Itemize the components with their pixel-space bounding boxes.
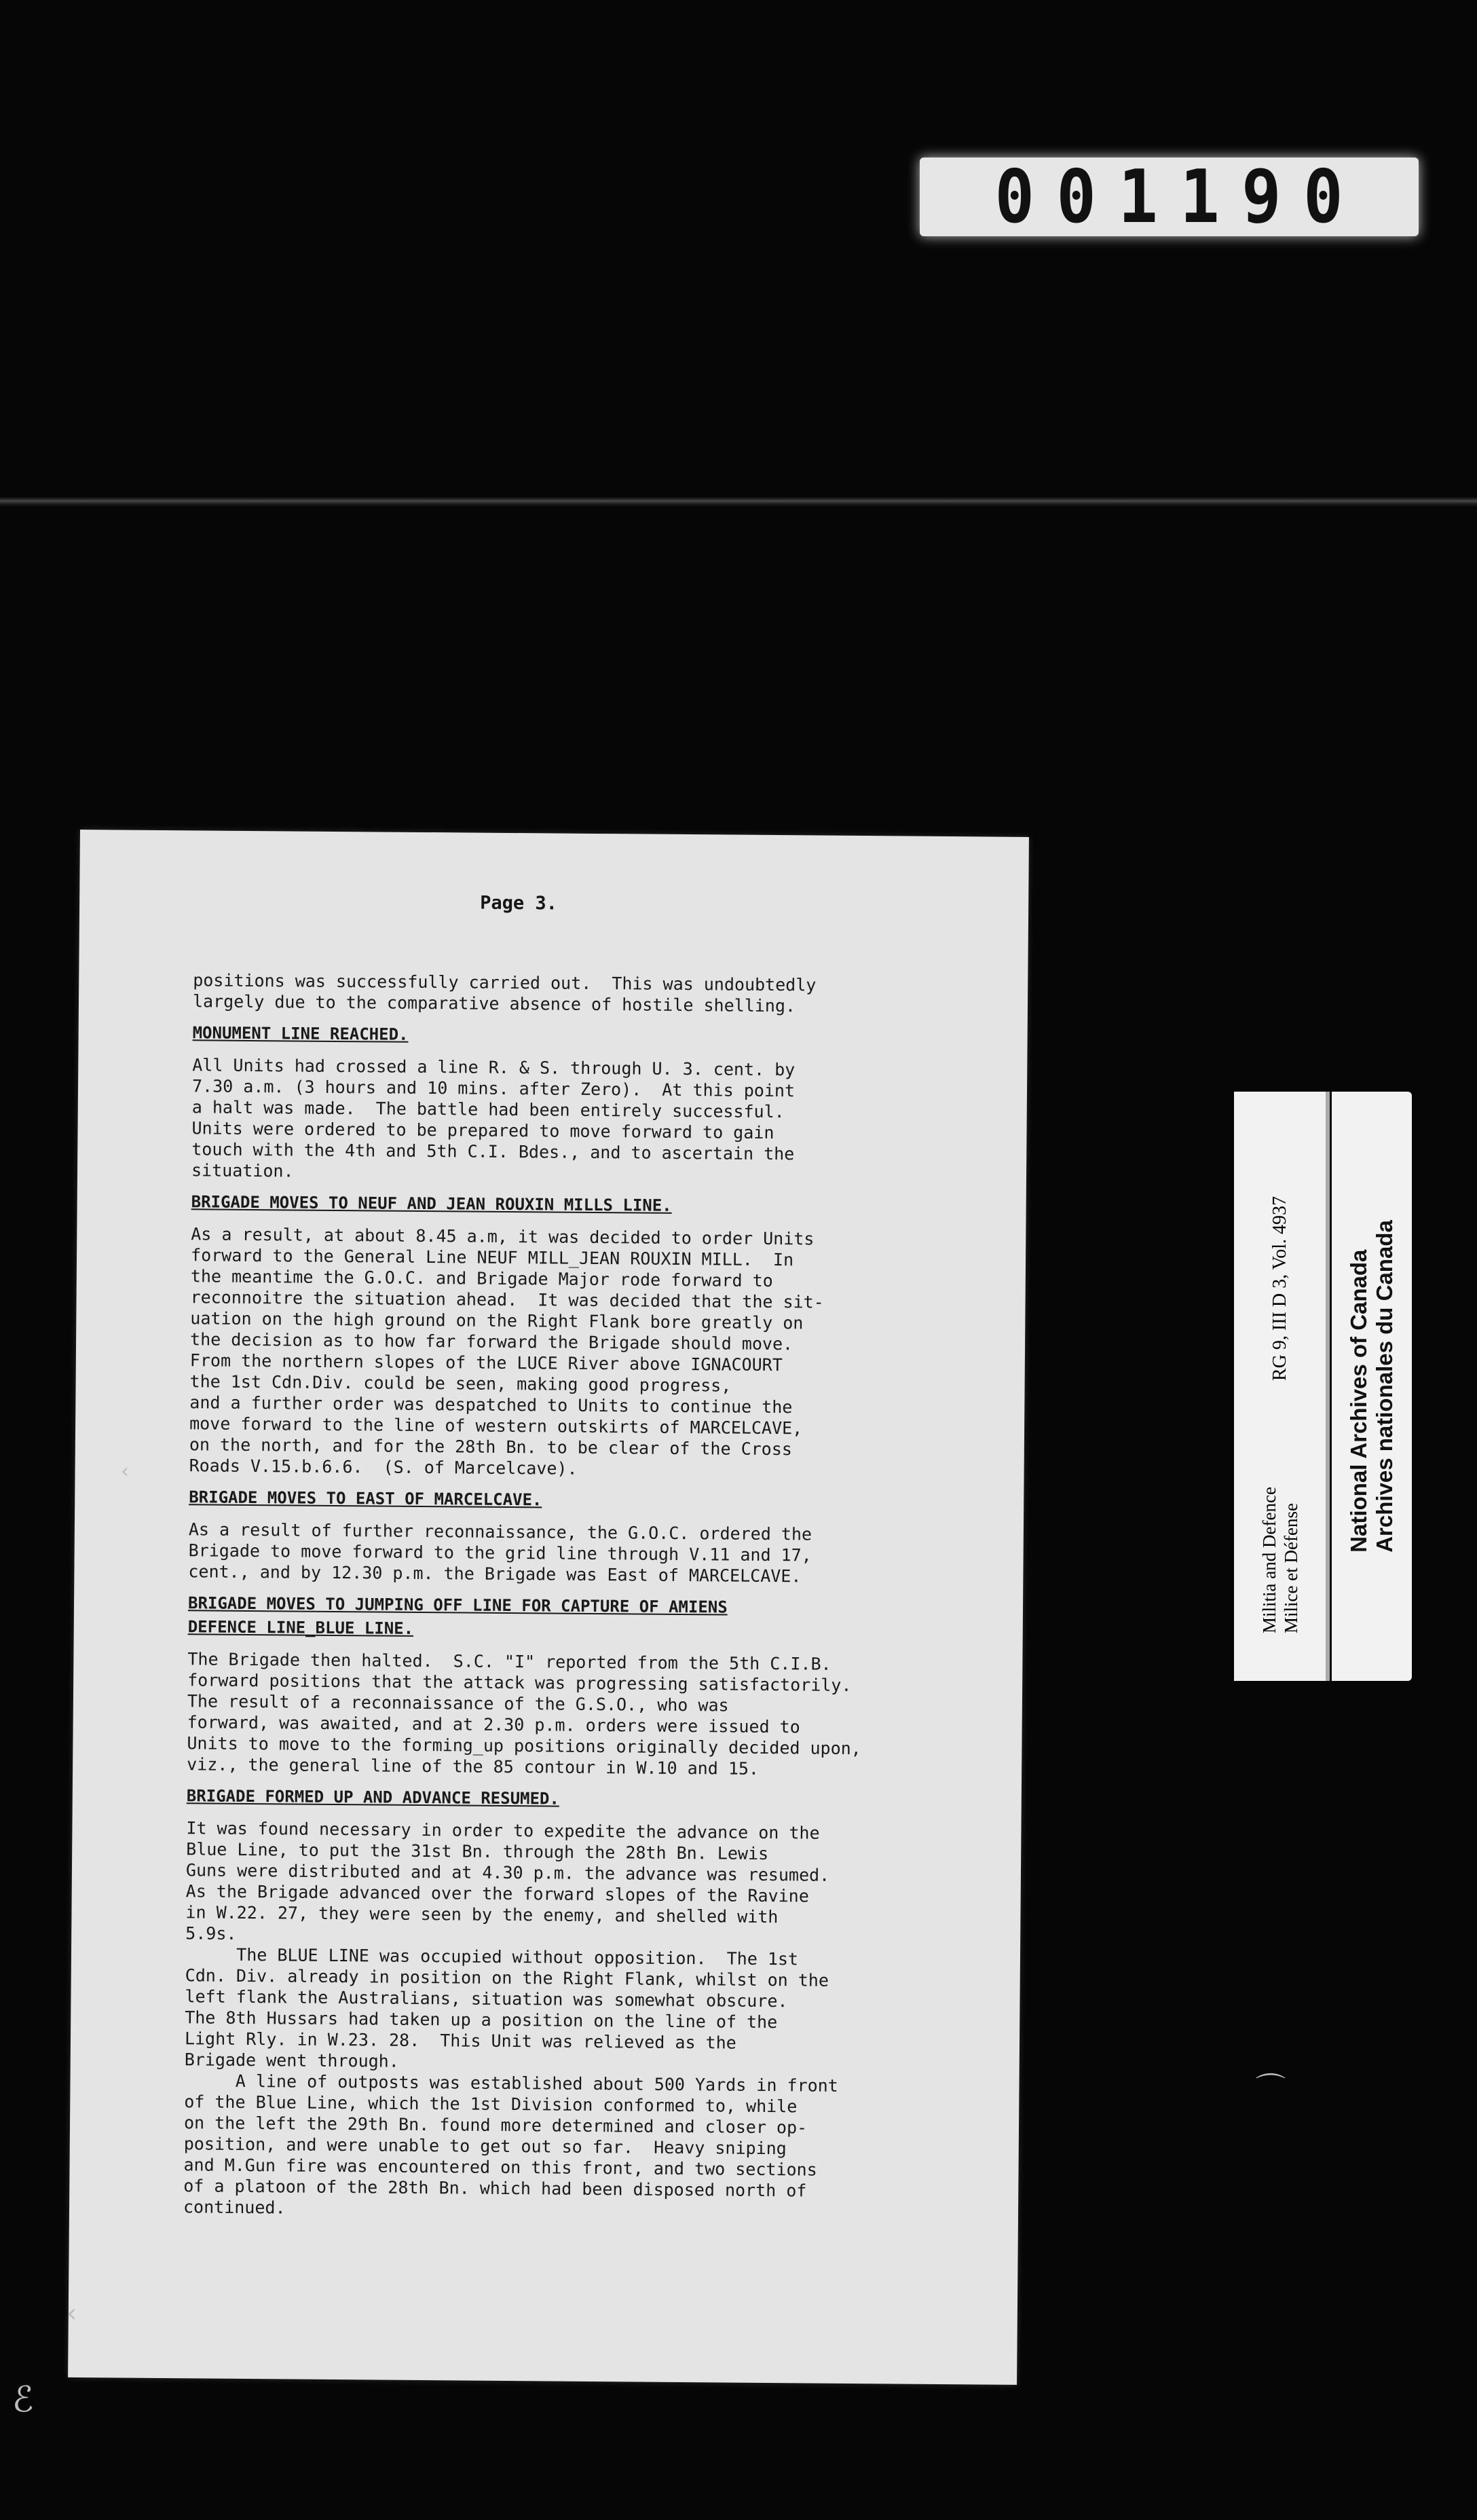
text-line: forward to the General Line NEUF MILL_JEAN ROUXIN MILL. In <box>190 1245 794 1270</box>
text-line: Units were ordered to be prepared to move forward to gain <box>191 1118 774 1143</box>
archive-name-en: National Archives of Canada <box>1346 1249 1371 1553</box>
text-line: All Units had crossed a line R. & S. through U. 3. cent. by <box>192 1055 796 1080</box>
text-line: uation on the high ground on the Right Flank bore greatly on <box>190 1308 804 1333</box>
text-line: As a result of further reconnaissance, the G.O.C. ordered the <box>188 1519 812 1544</box>
text-line: forward, was awaited, and at 2.30 p.m. orders were issued to <box>187 1712 800 1737</box>
text-line: on the left the 29th Bn. found more determined and closer op- <box>183 2113 808 2138</box>
text-line: the 1st Cdn.Div. could be seen, making good progress, <box>189 1371 732 1396</box>
frame-number-label <box>920 154 1419 240</box>
text-line: move forward to the line of western outskirts of MARCELCAVE, <box>189 1413 803 1439</box>
document-body <box>183 969 929 2223</box>
text-line: of the Blue Line, which the 1st Division conformed to, while <box>184 2092 798 2117</box>
text-line: Brigade went through. <box>184 2050 399 2071</box>
scratch-mark-icon: ⌒ <box>1256 2071 1286 2106</box>
text-line: forward positions that the attack was progressing satisfactorily. <box>187 1670 852 1695</box>
text-line: Brigade to move forward to the grid line through V.11 and 17, <box>188 1540 812 1565</box>
section-heading: BRIGADE MOVES TO NEUF AND JEAN ROUXIN MILLS LINE. <box>191 1192 672 1215</box>
text-line: of a platoon of the 28th Bn. which had been disposed north of <box>183 2176 807 2201</box>
section-heading: MONUMENT LINE REACHED. <box>192 1023 409 1044</box>
section-heading: BRIGADE MOVES TO EAST OF MARCELCAVE. <box>189 1487 542 1510</box>
text-line: Light Rly. in W.23. 28. This Unit was relieved as the <box>184 2028 736 2053</box>
text-line: in W.22. 27, they were seen by the enemy, and shelled with <box>185 1902 779 1927</box>
text-line: From the northern slopes of the LUCE River above IGNACOURT <box>189 1350 783 1375</box>
text-line: situation. <box>191 1160 294 1181</box>
text-line: continued. <box>183 2197 286 2218</box>
text-line: the decision as to how far forward the Brigade should move. <box>189 1329 793 1354</box>
text-line: left flank the Australians, situation was somewhat obscure. <box>185 1986 788 2012</box>
microfilm-frame-divider <box>0 497 1477 506</box>
frame-number-text: 001190 <box>994 154 1366 240</box>
text-line: The 8th Hussars had taken up a position on the line of the <box>185 2007 778 2033</box>
page-number: Page 3. <box>480 892 558 914</box>
text-line: and M.Gun fire was encountered on this front, and two sections <box>183 2155 817 2180</box>
archive-name-fr: Archives nationales du Canada <box>1372 1220 1397 1553</box>
text-line: As a result, at about 8.45 a.m, it was decided to order Units <box>191 1224 815 1249</box>
section-heading: BRIGADE MOVES TO JUMPING OFF LINE FOR CAPTURE OF AMIENS <box>187 1593 728 1617</box>
text-line: The BLUE LINE was occupied without opposition. The 1st <box>185 1944 799 1969</box>
text-line: position, and were unable to get out so far. Heavy sniping <box>183 2134 787 2159</box>
text-line: Blue Line, to put the 31st Bn. through the 28th Bn. Lewis <box>186 1839 769 1864</box>
text-line: a halt was made. The battle had been entirely successful. <box>191 1097 785 1122</box>
text-line: The result of a reconnaissance of the G.S.O., who was <box>187 1691 729 1716</box>
archive-stamp-reference-panel <box>1234 1092 1330 1681</box>
text-line: cent., and by 12.30 p.m. the Brigade was East of MARCELCAVE. <box>188 1561 802 1587</box>
text-line: It was found necessary in order to expedite the advance on the <box>186 1818 820 1843</box>
archive-stamp-name-panel <box>1332 1092 1412 1681</box>
text-line: A line of outposts was established about 500 Yards in front <box>184 2071 838 2096</box>
text-line: 5.9s. <box>185 1923 237 1944</box>
text-line: The Brigade then halted. S.C. "I" reported from the 5th C.I.B. <box>187 1649 831 1674</box>
text-line: on the north, and for the 28th Bn. to be clear of the Cross <box>189 1434 793 1460</box>
section-heading: BRIGADE FORMED UP AND ADVANCE RESUMED. <box>186 1786 559 1809</box>
scratch-mark-icon: ℰ <box>12 2379 34 2420</box>
text-line: 7.30 a.m. (3 hours and 10 mins. after Zero). At this point <box>191 1076 796 1101</box>
text-line: and a further order was despatched to Units to continue the <box>189 1392 793 1418</box>
text-line: touch with the 4th and 5th C.I. Bdes., and to ascertain the <box>191 1139 795 1164</box>
text-line: As the Brigade advanced over the forward slopes of the Ravine <box>185 1881 809 1906</box>
department-fr: Milice et Défense <box>1280 1503 1301 1633</box>
archive-reference: RG 9, III D 3, Vol. 4937 <box>1269 1196 1290 1381</box>
archive-department <box>1258 1487 1302 1633</box>
text-line: Roads V.15.b.6.6. (S. of Marcelcave). <box>189 1456 578 1479</box>
text-line: Units to move to the forming_up positions originally decided upon, <box>187 1733 861 1759</box>
text-line: largely due to the comparative absence of hostile shelling. <box>192 991 796 1016</box>
section-heading: DEFENCE LINE_BLUE LINE. <box>187 1617 414 1638</box>
text-line: positions was successfully carried out. This was undoubtedly <box>193 970 817 995</box>
text-line: the meantime the G.O.C. and Brigade Major rode forward to <box>190 1266 773 1291</box>
text-line: Cdn. Div. already in position on the Right Flank, whilst on the <box>185 1965 829 1990</box>
margin-mark-icon: ‹ <box>121 1460 129 1483</box>
archive-name <box>1346 1220 1398 1553</box>
department-en: Militia and Defence <box>1258 1487 1279 1633</box>
text-line: reconnoitre the situation ahead. It was decided that the sit- <box>190 1287 824 1312</box>
text-line: viz., the general line of the 85 contour in W.10 and 15. <box>187 1754 760 1779</box>
document-page <box>68 830 1029 2385</box>
text-line: Guns were distributed and at 4.30 p.m. the advance was resumed. <box>185 1860 830 1885</box>
margin-mark-icon: ‹ <box>67 2298 77 2328</box>
